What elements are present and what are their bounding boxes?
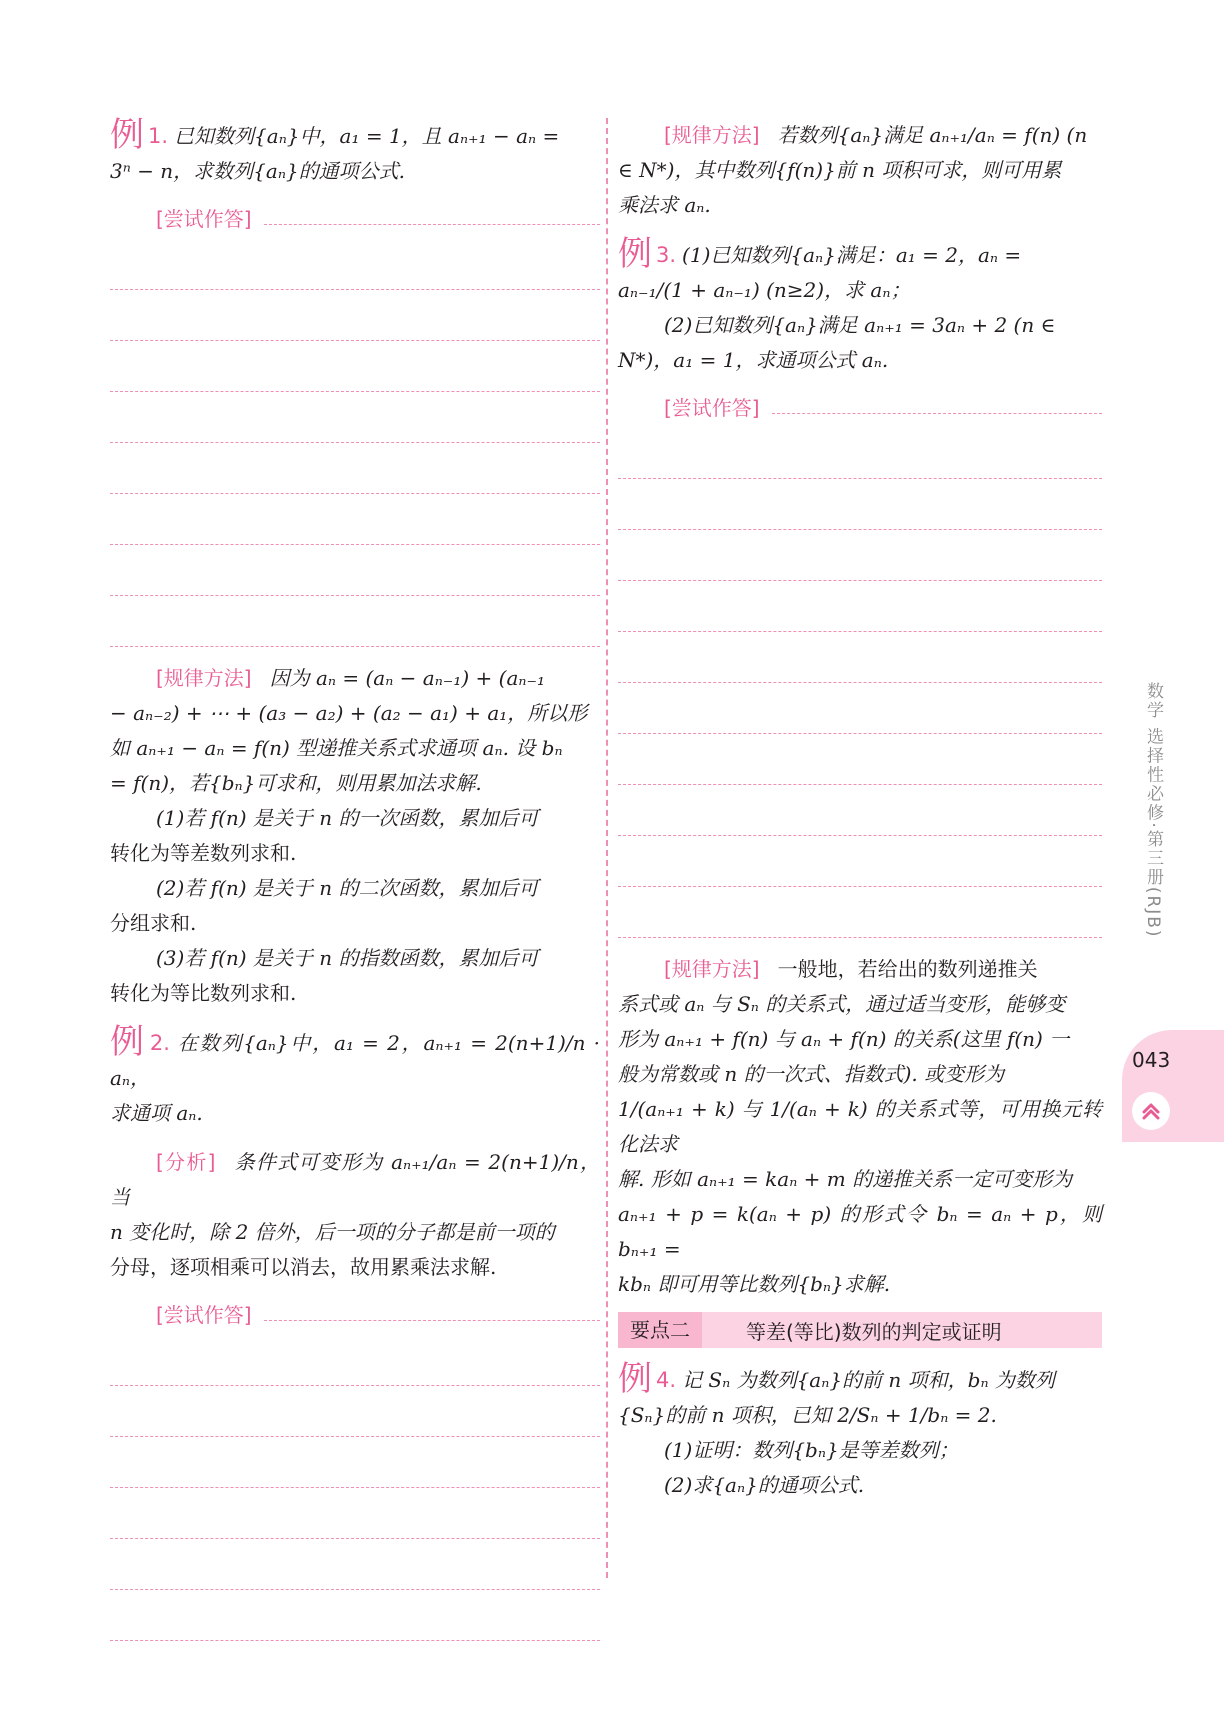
section-label: 要点二 — [618, 1312, 702, 1348]
example-mark: 例 — [618, 1359, 652, 1399]
analysis-text: 条件式可变形为 aₙ₊₁/aₙ = 2(n+1)/n，当 — [110, 1150, 601, 1209]
section-header — [618, 1312, 1102, 1348]
attempt-label: [尝试作答] — [156, 206, 252, 231]
method-text: 乘法求 aₙ. — [618, 193, 711, 217]
method-text: 系式或 aₙ 与 Sₙ 的关系式，通过适当变形，能够变 — [618, 992, 1066, 1016]
answer-line[interactable] — [110, 392, 600, 443]
method-text: kbₙ 即可用等比数列{bₙ}求解. — [618, 1272, 891, 1296]
answer-line[interactable] — [618, 581, 1102, 632]
answer-area[interactable] — [618, 428, 1102, 938]
method-text: 一般地，若给出的数列递推关 — [777, 957, 1038, 981]
method-text: aₙ₊₁ + p = k(aₙ + p) 的形式令 bₙ = aₙ + p，则 bₙ₊₁ = — [618, 1202, 1102, 1261]
example-number: 1. — [148, 124, 169, 148]
answer-line[interactable] — [110, 1488, 600, 1539]
method-text: 因为 aₙ = (aₙ − aₙ₋₁) + (aₙ₋₁ — [269, 666, 546, 690]
column-divider — [606, 118, 608, 1578]
example-text: 已知数列{aₙ}中，a₁ = 1，且 aₙ₊₁ − aₙ = — [174, 124, 560, 148]
example-number: 2. — [149, 1031, 170, 1055]
analysis-box — [110, 1145, 600, 1285]
method-text: 般为常数或 n 的一次式、指数式). 或变形为 — [618, 1062, 1005, 1086]
method-box — [618, 952, 1102, 1302]
example-mark: 例 — [618, 234, 652, 274]
example-item: (2)求{aₙ}的通项公式. — [664, 1473, 865, 1497]
example-1 — [110, 115, 600, 155]
example-text: (1)已知数列{aₙ}满足：a₁ = 2，aₙ = — [682, 243, 1022, 267]
example-text: 在数列{aₙ}中，a₁ = 2，aₙ₊₁ = 2(n+1)/n · aₙ， — [110, 1031, 600, 1090]
example-2 — [110, 1022, 600, 1131]
method-item: 转化为等差数列求和. — [110, 841, 297, 865]
right-column — [618, 118, 1102, 1503]
method-text: = f(n)，若{bₙ}可求和，则用累加法求解. — [110, 771, 482, 795]
left-column — [110, 115, 601, 1641]
answer-line[interactable] — [618, 683, 1102, 734]
answer-line[interactable] — [264, 1320, 600, 1321]
method-box — [110, 661, 600, 1011]
method-text: 如 aₙ₊₁ − aₙ = f(n) 型递推关系式求通项 aₙ. 设 bₙ — [110, 736, 563, 760]
analysis-label: [分析] — [156, 1150, 216, 1174]
answer-line[interactable] — [618, 785, 1102, 836]
example-text: 记 Sₙ 为数列{aₙ}的前 n 项和，bₙ 为数列 — [682, 1368, 1055, 1392]
example-item: (1)证明：数列{bₙ}是等差数列； — [664, 1438, 959, 1462]
example-number: 4. — [656, 1368, 677, 1392]
attempt-answer-row[interactable] — [110, 1291, 600, 1335]
attempt-label: [尝试作答] — [156, 1302, 252, 1327]
answer-line[interactable] — [618, 836, 1102, 887]
answer-line[interactable] — [110, 1386, 600, 1437]
answer-line[interactable] — [110, 1590, 600, 1641]
answer-area[interactable] — [110, 239, 600, 647]
method-text: ∈ N*)，其中数列{f(n)}前 n 项积可求，则可用累 — [618, 158, 1062, 182]
analysis-text: 分母，逐项相乘可以消去，故用累乘法求解. — [110, 1255, 497, 1279]
section-title: 等差(等比)数列的判定或证明 — [746, 1319, 1002, 1344]
method-box — [618, 118, 1102, 223]
page-number: 043 — [1132, 1048, 1171, 1072]
method-item: 分组求和. — [110, 911, 197, 935]
method-label: [规律方法] — [664, 123, 760, 147]
answer-line[interactable] — [618, 479, 1102, 530]
method-text: 1/(aₙ₊₁ + k) 与 1/(aₙ + k) 的关系式等，可用换元转化法求 — [618, 1097, 1102, 1156]
answer-line[interactable] — [772, 413, 1102, 414]
chevron-double-up-icon[interactable] — [1132, 1092, 1170, 1130]
method-label: [规律方法] — [156, 666, 252, 690]
answer-line[interactable] — [110, 545, 600, 596]
method-item: (3)若 f(n) 是关于 n 的指数函数，累加后可 — [156, 946, 539, 970]
method-item: (1)若 f(n) 是关于 n 的一次函数，累加后可 — [156, 806, 539, 830]
example-mark: 例 — [110, 1022, 146, 1062]
example-text: aₙ₋₁/(1 + aₙ₋₁) (n≥2)，求 aₙ； — [618, 278, 911, 302]
answer-line[interactable] — [110, 1539, 600, 1590]
method-text: 若数列{aₙ}满足 aₙ₊₁/aₙ = f(n) (n — [777, 123, 1088, 147]
answer-line[interactable] — [618, 530, 1102, 581]
example-4 — [618, 1359, 1102, 1503]
method-text: 形为 aₙ₊₁ + f(n) 与 aₙ + f(n) 的关系(这里 f(n) 一 — [618, 1027, 1070, 1051]
answer-line[interactable] — [110, 1335, 600, 1386]
answer-line[interactable] — [264, 224, 600, 225]
answer-line[interactable] — [110, 494, 600, 545]
answer-line[interactable] — [618, 428, 1102, 479]
example-3 — [618, 234, 1102, 378]
example-text: 3ⁿ − n，求数列{aₙ}的通项公式. — [110, 159, 406, 183]
example-mark: 例 — [110, 115, 144, 155]
attempt-label: [尝试作答] — [664, 395, 760, 420]
answer-area[interactable] — [110, 1335, 600, 1641]
analysis-text: n 变化时，除 2 倍外，后一项的分子都是前一项的 — [110, 1220, 555, 1244]
answer-line[interactable] — [110, 239, 600, 290]
example-text: (2)已知数列{aₙ}满足 aₙ₊₁ = 3aₙ + 2 (n ∈ — [664, 313, 1056, 337]
method-item: 转化为等比数列求和. — [110, 981, 297, 1005]
answer-line[interactable] — [618, 887, 1102, 938]
method-label: [规律方法] — [664, 957, 760, 981]
example-number: 3. — [656, 243, 677, 267]
answer-line[interactable] — [110, 1437, 600, 1488]
answer-line[interactable] — [110, 596, 600, 647]
attempt-answer-row[interactable] — [110, 195, 600, 239]
method-text: 解. 形如 aₙ₊₁ = kaₙ + m 的递推关系一定可变形为 — [618, 1167, 1073, 1191]
answer-line[interactable] — [110, 443, 600, 494]
book-title: 数学 选择性必修·第三册(RJB) — [1143, 682, 1163, 939]
attempt-answer-row[interactable] — [618, 384, 1102, 428]
method-text: − aₙ₋₂) + ⋯ + (a₃ − a₂) + (a₂ − a₁) + a₁，所以形 — [110, 701, 588, 725]
method-item: (2)若 f(n) 是关于 n 的二次函数，累加后可 — [156, 876, 539, 900]
example-text: N*)，a₁ = 1，求通项公式 aₙ. — [618, 348, 889, 372]
example-text: {Sₙ}的前 n 项积，已知 2/Sₙ + 1/bₙ = 2. — [618, 1403, 997, 1427]
example-text: 求通项 aₙ. — [110, 1101, 203, 1125]
answer-line[interactable] — [110, 290, 600, 341]
answer-line[interactable] — [110, 341, 600, 392]
answer-line[interactable] — [618, 734, 1102, 785]
chevron-double-up-icon — [1140, 1100, 1162, 1122]
answer-line[interactable] — [618, 632, 1102, 683]
page-tab — [1122, 1030, 1224, 1142]
